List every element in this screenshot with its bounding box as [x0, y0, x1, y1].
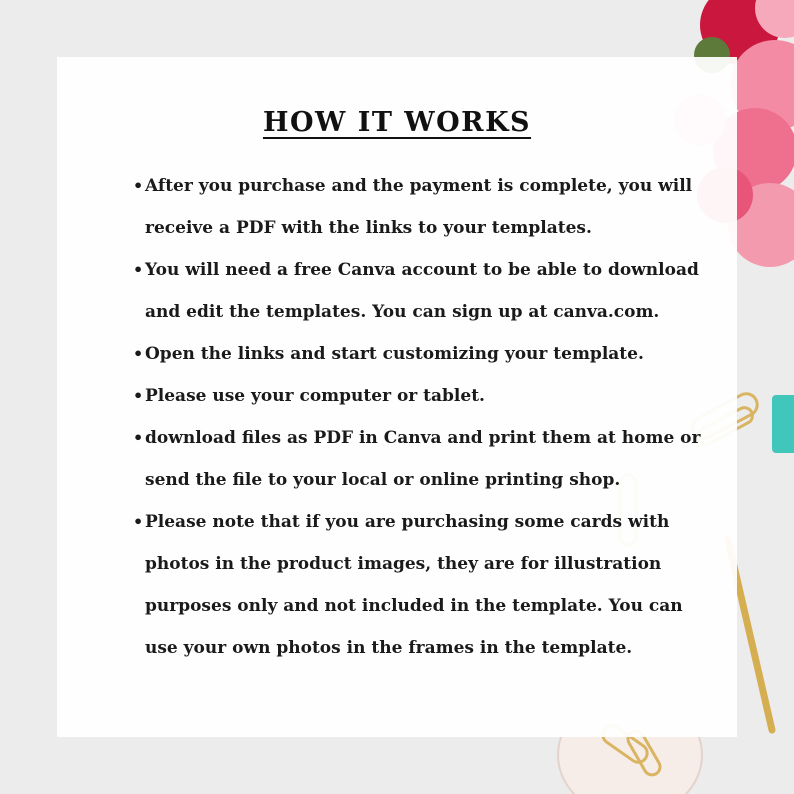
list-item: • After you purchase and the payment is complete, you will receive a PDF with the links to your templates.: [133, 176, 693, 238]
teal-box: [772, 395, 794, 453]
list-item: • You will need a free Canva account to be able to download and edit the templates. You can sign up at canva.com.: [133, 260, 699, 322]
page-title: HOW IT WORKS: [262, 107, 532, 138]
steps-list: [133, 165, 705, 669]
list-item: • Open the links and start customizing your template.: [133, 344, 644, 364]
list-item: • Please note that if you are purchasing some cards with photos in the product images, they are for illustration purposes only and not included in the template. You can use your own photos in the frames in the template.: [133, 512, 683, 658]
info-card: [57, 57, 737, 737]
list-item: • Please use your computer or tablet.: [133, 386, 485, 406]
list-item: • download files as PDF in Canva and print them at home or send the file to your local or online printing shop.: [133, 428, 701, 490]
